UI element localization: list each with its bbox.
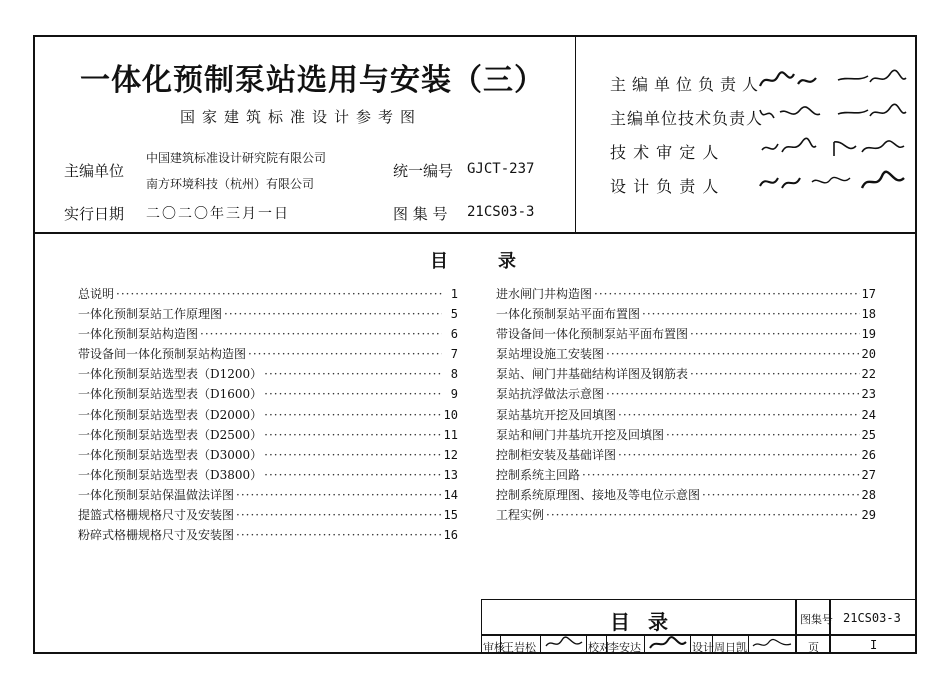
toc-item-page: 29	[861, 508, 876, 523]
toc-item-page: 20	[861, 347, 876, 362]
toc-item-page: 15	[443, 508, 458, 523]
toc-item-title: 一体化预制泵站选型表（D3800）	[78, 467, 263, 482]
toc-leader-dots	[248, 347, 442, 361]
title-block-title: 目录	[610, 610, 686, 634]
toc-item	[78, 345, 458, 365]
editor-unit-2: 南方环境科技（杭州）有限公司	[146, 177, 315, 191]
toc-leader-dots	[264, 408, 441, 422]
tb-design-label: 设计	[692, 641, 714, 654]
toc-heading: 目录	[430, 251, 566, 272]
toc-item	[78, 506, 458, 526]
toc-item	[496, 325, 876, 345]
toc-leader-dots	[690, 367, 860, 381]
toc-item-title: 一体化预制泵站平面布置图	[496, 307, 641, 322]
signature-1	[758, 68, 908, 92]
editor-label: 主编单位	[64, 162, 125, 180]
toc-item-title: 一体化预制泵站选型表（D3000）	[78, 447, 263, 462]
toc-leader-dots	[594, 287, 860, 301]
toc-item-title: 一体化预制泵站选型表（D2500）	[78, 427, 263, 442]
toc-item-title: 总说明	[78, 287, 115, 301]
toc-item-title: 提篮式格栅规格尺寸及安装图	[78, 508, 235, 523]
toc-item-title: 一体化预制泵站工作原理图	[78, 307, 223, 322]
atlas-title: 一体化预制泵站选用与安装（三）	[80, 63, 545, 98]
toc-item	[78, 305, 458, 325]
toc-leader-dots	[606, 347, 860, 361]
toc-item-title: 泵站和闸门井基坑开挖及回填图	[496, 427, 665, 442]
toc-leader-dots	[236, 528, 442, 542]
toc-item-page: 1	[450, 287, 458, 301]
toc-item	[496, 506, 876, 526]
toc-item	[496, 486, 876, 506]
toc-item-page: 18	[861, 307, 876, 322]
tb-check-label: 校对	[588, 641, 610, 654]
toc-leader-dots	[642, 307, 860, 321]
toc-item	[78, 406, 458, 426]
toc-item-page: 5	[450, 307, 458, 322]
toc-leader-dots	[618, 448, 860, 462]
toc-item-title: 泵站基坑开挖及回填图	[496, 407, 617, 422]
toc-item-title: 一体化预制泵站选型表（D2000）	[78, 407, 263, 422]
toc-item	[78, 486, 458, 506]
toc-item	[496, 345, 876, 365]
toc-item-title: 控制系统原理图、接地及等电位示意图	[496, 487, 701, 502]
toc-item-page: 12	[443, 447, 458, 462]
tb-reviewer: 王岩松	[503, 641, 536, 654]
toc-item-title: 一体化预制泵站构造图	[78, 327, 199, 342]
toc-item-page: 17	[861, 287, 876, 301]
signature-3	[758, 136, 908, 160]
toc-item	[496, 365, 876, 385]
tb-designer-signature	[751, 636, 793, 652]
responsible-role-2: 主编单位技术负责人	[610, 109, 764, 128]
toc-leader-dots	[264, 367, 442, 381]
toc-item	[496, 385, 876, 405]
header-vertical-separator	[575, 35, 576, 233]
toc-item-title: 控制系统主回路	[496, 467, 581, 482]
toc-item-title: 一体化预制泵站保温做法详图	[78, 487, 235, 502]
atlas-no-label: 图 集 号	[393, 205, 448, 223]
toc-leader-dots	[546, 508, 860, 522]
toc-item-title: 进水闸门井构造图	[496, 287, 593, 301]
toc-leader-dots	[666, 428, 860, 442]
toc-leader-dots	[236, 508, 442, 522]
toc-item	[78, 285, 458, 305]
toc-item	[78, 426, 458, 446]
toc-item-title: 一体化预制泵站选型表（D1600）	[78, 387, 263, 402]
toc-item-page: 8	[450, 367, 458, 382]
toc-leader-dots	[702, 488, 860, 502]
toc-item	[78, 466, 458, 486]
toc-item-page: 11	[443, 427, 458, 442]
header-separator	[33, 232, 917, 234]
signature-2	[758, 102, 908, 126]
toc-leader-dots	[200, 327, 442, 341]
toc-item-page: 6	[450, 327, 458, 342]
toc-item-title: 粉碎式格栅规格尺寸及安装图	[78, 528, 235, 543]
toc-item-page: 7	[450, 347, 458, 362]
tb-atlas-label: 图集号	[800, 613, 833, 626]
responsible-role-1: 主编单位负责人	[610, 75, 765, 94]
atlas-subtitle: 国家建筑标准设计参考图	[180, 108, 423, 126]
toc-item-page: 27	[861, 467, 876, 482]
tb-atlas-no: 21CS03-3	[843, 611, 901, 625]
toc-item	[496, 406, 876, 426]
unified-no-label: 统一编号	[393, 162, 454, 180]
toc-item-title: 工程实例	[496, 508, 545, 523]
toc-item-title: 带设备间一体化预制泵站构造图	[78, 347, 247, 362]
toc-item-page: 25	[861, 427, 876, 442]
tb-divider-v1	[795, 599, 797, 654]
date-label: 实行日期	[64, 205, 125, 223]
effective-date: 二〇二〇年三月一日	[146, 206, 290, 222]
tb-page-label: 页	[808, 641, 819, 654]
toc-leader-dots	[236, 488, 442, 502]
toc-leader-dots	[264, 448, 441, 462]
toc-item	[78, 446, 458, 466]
toc-item-title: 泵站抗浮做法示意图	[496, 387, 605, 402]
tb-checker-signature	[648, 636, 688, 652]
toc-leader-dots	[606, 387, 860, 401]
toc-item-page: 28	[861, 487, 876, 502]
toc-leader-dots	[264, 468, 441, 482]
tb-page-number: I	[870, 638, 878, 652]
tb-reviewer-signature	[544, 636, 584, 652]
toc-item-title: 控制柜安装及基础详图	[496, 447, 617, 462]
toc-item-title: 带设备间一体化预制泵站平面布置图	[496, 327, 689, 342]
toc-leader-dots	[264, 387, 442, 401]
toc-item-page: 24	[861, 407, 876, 422]
responsible-role-3: 技 术 审 定 人	[610, 143, 720, 162]
toc-item	[496, 426, 876, 446]
toc-item-page: 14	[443, 487, 458, 502]
toc-right-column	[496, 285, 876, 526]
toc-leader-dots	[618, 408, 860, 422]
toc-leader-dots	[264, 428, 441, 442]
toc-item-page: 16	[443, 528, 458, 543]
toc-item	[78, 325, 458, 345]
tb-review-label: 审核	[483, 641, 505, 654]
toc-item-page: 19	[861, 327, 876, 342]
toc-left-column	[78, 285, 458, 546]
editor-unit-1: 中国建筑标准设计研究院有限公司	[146, 151, 327, 165]
toc-leader-dots	[116, 287, 442, 301]
toc-leader-dots	[690, 327, 860, 341]
toc-item-page: 26	[861, 447, 876, 462]
tb-checker: 李安达	[608, 641, 641, 654]
toc-item-page: 23	[861, 387, 876, 402]
unified-no: GJCT-237	[467, 161, 535, 177]
toc-item-title: 一体化预制泵站选型表（D1200）	[78, 367, 263, 382]
toc-item	[78, 365, 458, 385]
signature-4	[758, 170, 908, 194]
atlas-no: 21CS03-3	[467, 204, 535, 220]
responsible-role-4: 设 计 负 责 人	[610, 177, 720, 196]
toc-item-page: 13	[443, 467, 458, 482]
toc-leader-dots	[582, 468, 860, 482]
toc-item-title: 泵站埋设施工安装图	[496, 347, 605, 362]
tb-designer: 周日凯	[714, 641, 747, 654]
toc-item	[496, 466, 876, 486]
toc-leader-dots	[224, 307, 442, 321]
toc-item-page: 22	[861, 367, 876, 382]
toc-item	[496, 285, 876, 305]
toc-item-title: 泵站、闸门井基础结构详图及钢筋表	[496, 367, 689, 382]
toc-item	[78, 526, 458, 546]
toc-item-page: 10	[443, 407, 458, 422]
toc-item-page: 9	[450, 387, 458, 402]
toc-item	[496, 305, 876, 325]
toc-item	[78, 385, 458, 405]
toc-item	[496, 446, 876, 466]
